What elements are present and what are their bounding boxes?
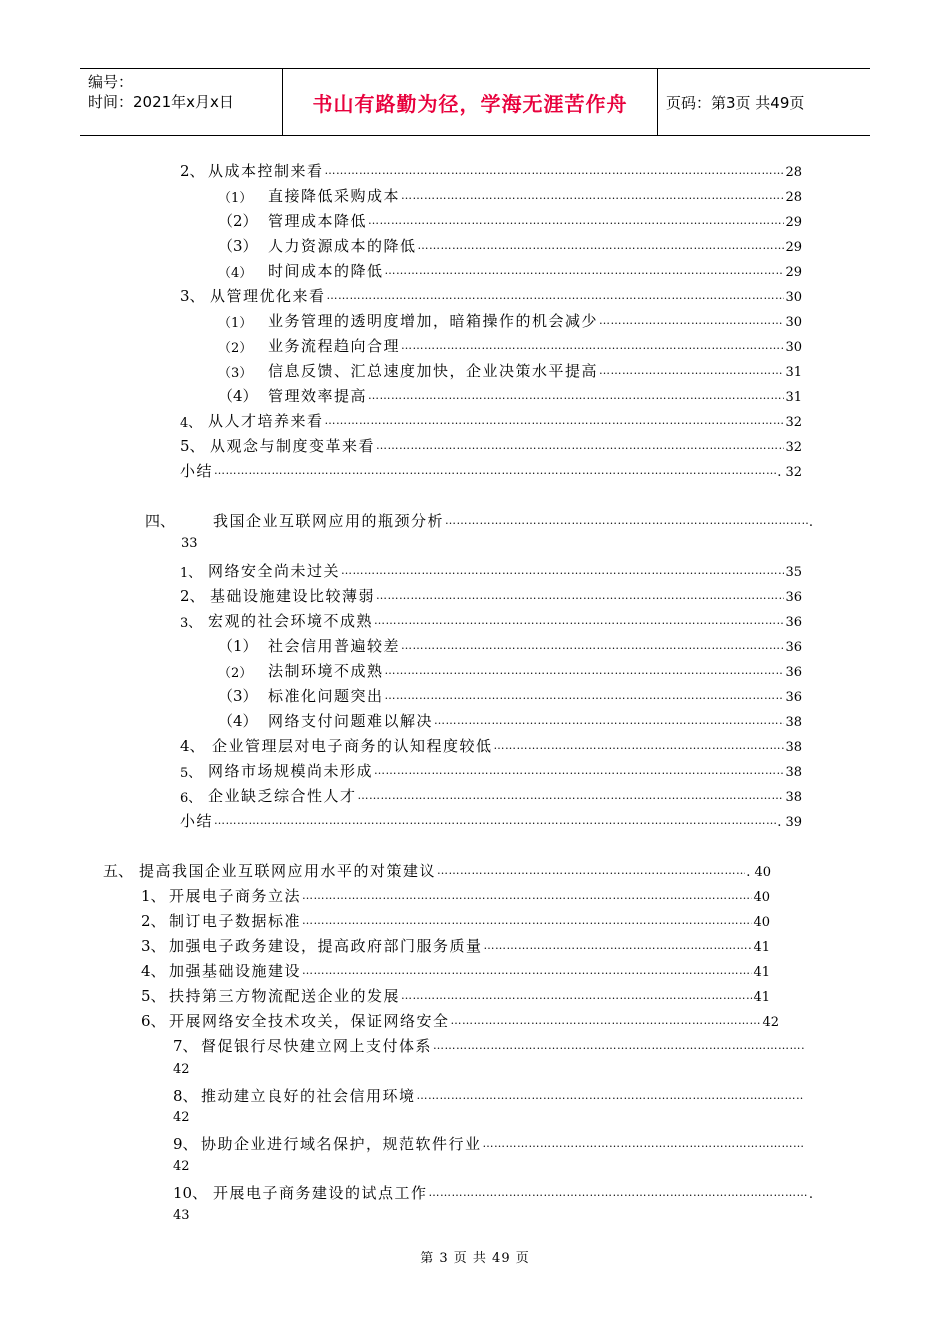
toc-entry-number: 4、 <box>180 737 205 755</box>
toc-leader-dots <box>376 588 784 606</box>
toc-entry-page: 38 <box>785 715 802 730</box>
toc-entry-page: 38 <box>785 740 802 755</box>
toc-leader-dots <box>385 688 785 706</box>
toc-entry-number: （1） <box>218 191 253 206</box>
toc-entry-number: （2） <box>218 212 258 230</box>
toc-entry[interactable] <box>141 909 770 931</box>
toc-entry[interactable] <box>218 259 802 281</box>
toc-entry[interactable] <box>180 409 802 431</box>
toc-entry-number: 7、 <box>173 1037 198 1055</box>
toc-entry[interactable] <box>180 734 802 756</box>
document-date: 时间：2021年x月x日 <box>88 93 234 111</box>
toc-entry[interactable] <box>180 459 802 481</box>
toc-entry[interactable] <box>180 559 802 581</box>
toc-entry-title: 直接降低采购成本 <box>268 187 401 205</box>
toc-entry-page: 36 <box>785 615 802 630</box>
toc-entry[interactable] <box>141 934 770 956</box>
toc-entry-title: 企业缺乏综合性人才 <box>208 787 357 805</box>
toc-entry-page: 38 <box>785 790 802 805</box>
toc-leader-dots <box>599 313 784 331</box>
toc-entry-number: 5、 <box>180 437 205 455</box>
toc-leader-dots <box>341 563 784 581</box>
toc-entry-page: 42 <box>173 1110 190 1125</box>
toc-entry-title: 法制环境不成熟 <box>268 662 384 680</box>
toc-entry-page: 30 <box>785 315 802 330</box>
toc-entry-title: 人力资源成本的降低 <box>268 237 417 255</box>
toc-leader-dots <box>368 388 784 406</box>
toc-entry-number: 3、 <box>180 616 202 631</box>
toc-entry-title: 标准化问题突出 <box>268 687 384 705</box>
toc-entry-page: 40 <box>753 915 770 930</box>
toc-entry-title: 小结 <box>180 462 214 480</box>
toc-entry-page: 28 <box>785 190 802 205</box>
toc-leader-dots <box>302 888 752 906</box>
toc-entry[interactable] <box>180 159 802 181</box>
toc-entry[interactable] <box>141 1009 779 1031</box>
toc-entry-page: 42 <box>173 1159 190 1174</box>
toc-entry-number: （3） <box>218 366 253 381</box>
toc-entry[interactable] <box>218 209 802 231</box>
toc-entry[interactable] <box>180 434 802 456</box>
toc-leader-dots <box>374 763 784 781</box>
toc-entry[interactable] <box>180 584 802 606</box>
toc-leader-dots <box>374 613 784 631</box>
toc-entry-page: 36 <box>785 665 802 680</box>
toc-leader-dots <box>327 288 785 306</box>
toc-entry-page: 29 <box>785 215 802 230</box>
toc-entry-title: 提高我国企业互联网应用水平的对策建议 <box>139 862 437 880</box>
header-page-info: 页码：第3页 共49页 <box>666 93 805 112</box>
toc-leader-dots <box>433 1038 804 1056</box>
toc-entry-page: 41 <box>753 940 770 955</box>
toc-entry-number: 6、 <box>141 1012 166 1030</box>
header-slogan: 书山有路勤为径，学海无涯苦作舟 <box>312 91 628 116</box>
toc-entry-number: （2） <box>218 666 253 681</box>
toc-entry-page: . 40 <box>746 865 771 880</box>
toc-leader-dots <box>302 963 752 981</box>
document-number-label: 编号： <box>88 73 134 91</box>
toc-leader-dots <box>214 813 776 831</box>
toc-leader-dots <box>385 663 785 681</box>
toc-entry-number: （4） <box>218 266 253 281</box>
toc-entry-title: 社会信用普遍较差 <box>268 637 401 655</box>
toc-entry-title: 从成本控制来看 <box>208 162 324 180</box>
toc-entry-title: 督促银行尽快建立网上支付体系 <box>201 1037 433 1055</box>
toc-entry-title: 开展电子商务建设的试点工作 <box>213 1184 428 1202</box>
toc-entry-title: 从管理优化来看 <box>210 287 326 305</box>
toc-leader-dots <box>214 463 776 481</box>
toc-entry-page: 35 <box>785 565 802 580</box>
toc-entry[interactable] <box>141 984 770 1006</box>
toc-entry-page: 36 <box>785 640 802 655</box>
toc-entry-title: 加强基础设施建设 <box>169 962 302 980</box>
toc-leader-dots <box>302 913 752 931</box>
toc-entry-page: 33 <box>181 536 198 551</box>
toc-entry-title: 扶持第三方物流配送企业的发展 <box>169 987 401 1005</box>
toc-leader-dots <box>401 338 784 356</box>
toc-entry[interactable] <box>141 959 770 981</box>
toc-entry-page: 38 <box>785 765 802 780</box>
toc-entry-number: 2、 <box>141 912 166 930</box>
toc-leader-dots <box>325 413 785 431</box>
toc-entry[interactable] <box>218 384 802 406</box>
toc-entry-page: 30 <box>785 340 802 355</box>
toc-entry-title: 基础设施建设比较薄弱 <box>210 587 376 605</box>
toc-entry-title: 时间成本的降低 <box>268 262 384 280</box>
toc-leader-dots <box>484 938 753 956</box>
toc-leader-dots <box>418 238 785 256</box>
toc-entry-title: 推动建立良好的社会信用环境 <box>201 1087 416 1105</box>
toc-entry[interactable] <box>173 1084 805 1106</box>
toc-entry-title: 从观念与制度变革来看 <box>210 437 376 455</box>
toc-entry-title: 业务流程趋向合理 <box>268 337 401 355</box>
toc-entry-title: 网络市场规模尚未形成 <box>208 762 374 780</box>
toc-entry[interactable] <box>218 334 802 356</box>
toc-leader-dots <box>368 213 784 231</box>
toc-entry[interactable] <box>218 634 802 656</box>
toc-entry-number: 四、 <box>145 512 176 530</box>
toc-leader-dots <box>483 1136 804 1154</box>
toc-leader-dots <box>451 1013 762 1031</box>
toc-entry[interactable] <box>218 309 802 331</box>
toc-entry-title: 网络安全尚未过关 <box>208 562 341 580</box>
header-meta <box>80 69 282 135</box>
toc-leader-dots <box>437 863 745 881</box>
toc-entry-page: 31 <box>785 390 802 405</box>
toc-entry-number: 2、 <box>180 587 205 605</box>
toc-entry-title: 管理效率提高 <box>268 387 368 405</box>
toc-entry-title: 管理成本降低 <box>268 212 368 230</box>
toc-entry[interactable] <box>173 1132 805 1154</box>
toc-entry-page: 31 <box>785 365 802 380</box>
toc-entry-page: 41 <box>753 990 770 1005</box>
toc-entry[interactable] <box>180 609 802 631</box>
toc-entry-number: 5、 <box>180 766 202 781</box>
toc-entry-title: 开展电子商务立法 <box>169 887 302 905</box>
toc-entry-title: 加强电子政务建设，提高政府部门服务质量 <box>169 937 483 955</box>
toc-entry-number: 1、 <box>141 887 166 905</box>
toc-leader-dots <box>376 438 784 456</box>
toc-entry[interactable] <box>180 809 802 831</box>
toc-entry-number: （2） <box>218 341 253 356</box>
toc-entry-title: 网络支付问题难以解决 <box>268 712 434 730</box>
toc-leader-dots <box>599 363 784 381</box>
toc-entry-number: （1） <box>218 637 258 655</box>
toc-leader-dots <box>401 188 784 206</box>
toc-entry-number: （4） <box>218 387 258 405</box>
toc-entry-number: 1、 <box>180 566 202 581</box>
toc-entry-title: 开展网络安全技术攻关，保证网络安全 <box>169 1012 450 1030</box>
toc-entry-number: 3、 <box>141 937 166 955</box>
toc-leader-dots <box>445 513 808 531</box>
toc-leader-dots <box>325 163 785 181</box>
toc-entry[interactable] <box>180 284 802 306</box>
page-header <box>80 68 870 136</box>
toc-entry-page: 32 <box>785 440 802 455</box>
toc-entry[interactable] <box>218 184 802 206</box>
toc-leader-dots <box>434 713 784 731</box>
toc-entry[interactable] <box>218 709 802 731</box>
toc-entry-title: 我国企业互联网应用的瓶颈分析 <box>213 512 445 530</box>
toc-entry-page: 29 <box>785 265 802 280</box>
toc-entry-page: 42 <box>762 1015 779 1030</box>
toc-leader-dots <box>401 638 784 656</box>
toc-entry[interactable] <box>180 759 802 781</box>
toc-entry-number: 5、 <box>141 987 166 1005</box>
toc-entry-page: 30 <box>785 290 802 305</box>
toc-entry-page: 36 <box>785 690 802 705</box>
toc-entry-number: 3、 <box>180 287 205 305</box>
toc-entry-number: 6、 <box>180 791 202 806</box>
toc-entry-page: 42 <box>173 1062 190 1077</box>
toc-entry[interactable] <box>173 1034 805 1056</box>
toc-entry-number: 4、 <box>141 962 166 980</box>
toc-entry-page: 40 <box>753 890 770 905</box>
toc-entry-page: . 39 <box>777 815 802 830</box>
toc-leader-dots <box>429 1185 808 1203</box>
toc-leader-dots <box>401 988 752 1006</box>
toc-entry-number: 五、 <box>103 862 134 880</box>
toc-entry-page: 32 <box>785 415 802 430</box>
toc-entry-page: 29 <box>785 240 802 255</box>
toc-entry-title: 制订电子数据标准 <box>169 912 302 930</box>
toc-entry-page-dot: . <box>808 1187 813 1202</box>
toc-entry[interactable] <box>103 859 771 881</box>
toc-leader-dots <box>385 263 785 281</box>
toc-entry[interactable] <box>145 509 813 531</box>
toc-entry-page: . 32 <box>777 465 802 480</box>
toc-entry[interactable] <box>180 784 802 806</box>
toc-entry-title: 协助企业进行域名保护，规范软件行业 <box>201 1135 482 1153</box>
toc-entry-number: （4） <box>218 712 258 730</box>
toc-entry[interactable] <box>218 684 802 706</box>
toc-entry-title: 宏观的社会环境不成熟 <box>208 612 374 630</box>
toc-leader-dots <box>494 738 785 756</box>
toc-entry-page: . <box>808 515 813 530</box>
header-slogan-cell <box>282 69 658 135</box>
toc-entry[interactable] <box>218 234 802 256</box>
toc-entry-number: 4、 <box>180 416 202 431</box>
toc-leader-dots <box>417 1088 804 1106</box>
toc-entry-title: 从人才培养来看 <box>208 412 324 430</box>
toc-entry-number: （1） <box>218 316 253 331</box>
toc-entry-page: 28 <box>785 165 802 180</box>
toc-entry-number: （3） <box>218 237 258 255</box>
toc-entry[interactable] <box>218 659 802 681</box>
toc-entry-title: 业务管理的透明度增加，暗箱操作的机会减少 <box>268 312 599 330</box>
toc-entry[interactable] <box>218 359 802 381</box>
toc-entry-number: 2、 <box>180 162 205 180</box>
toc-entry-title: 小结 <box>180 812 214 830</box>
page-footer: 第 3 页 共 49 页 <box>420 1251 530 1266</box>
toc-entry-number: 8、 <box>173 1087 198 1105</box>
toc-entry[interactable] <box>141 884 770 906</box>
toc-leader-dots <box>358 788 785 806</box>
toc-entry[interactable] <box>173 1181 813 1203</box>
toc-entry-page: 43 <box>173 1208 190 1223</box>
toc-entry-number: （3） <box>218 687 258 705</box>
toc-entry-page: 41 <box>753 965 770 980</box>
toc-entry-number: 10、 <box>173 1184 208 1202</box>
toc-entry-number: 9、 <box>173 1135 198 1153</box>
toc-entry-title: 信息反馈、汇总速度加快，企业决策水平提高 <box>268 362 599 380</box>
toc-entry-page: 36 <box>785 590 802 605</box>
toc-entry-title: 企业管理层对电子商务的认知程度较低 <box>212 737 493 755</box>
